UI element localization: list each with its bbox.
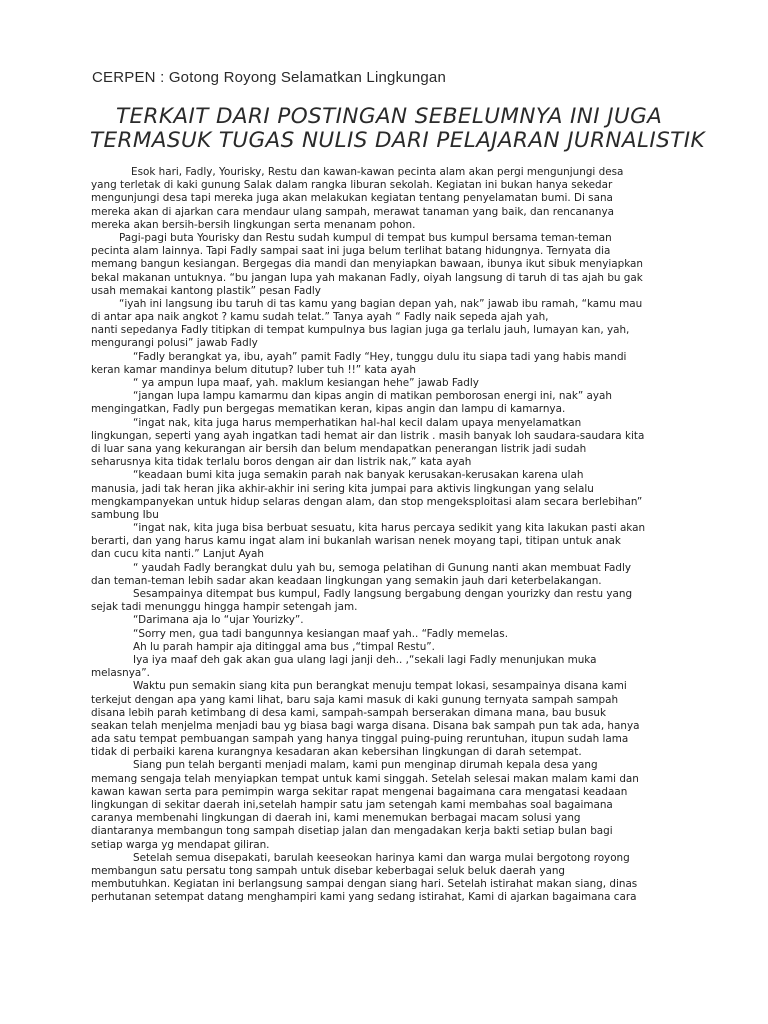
text-line: kawan kawan serta para pemimpin warga sekitar rapat mengenai bagaimana cara mengatasi keadaan — [91, 785, 628, 798]
text-line: memang sengaja telah menyiapkan tempat untuk kami singgah. Setelah selesai makan malam kami dan — [91, 772, 639, 785]
text-line: “ingat nak, kita juga bisa berbuat sesuatu, kita harus percaya sedikit yang kita lakukan pasti akan — [133, 522, 646, 535]
text-line: usah memakai kantong plastik” pesan Fadly — [91, 284, 321, 297]
text-line: mereka akan di ajarkan cara mendaur ulang sampah, merawat tanaman yang baik, dan rencananya — [91, 205, 614, 218]
text-line: lingkungan di sekitar daerah ini,setelah hampir satu jam setengah kami membahas soal bagaimana — [91, 799, 613, 811]
text-line: yang terletak di kaki gunung Salak dalam rangka liburan sekolah. Kegiatan ini bukan hanya sekedar — [91, 179, 613, 192]
text-line: “Darimana aja lo “ujar Yourizky”. — [133, 614, 304, 627]
text-line: bekal makanan untuknya. “bu jangan lupa yah makanan Fadly, oiyah langsung di taruh di tas ajah bu gak — [91, 271, 643, 284]
text-line: Setelah semua disepakati, barulah keeseokan harinya kami dan warga mulai bergotong royong — [133, 851, 630, 864]
text-line: lingkungan, seperti yang ayah ingatkan tadi hemat air dan listrik . masih banyak loh saudara-saudara kita — [91, 429, 645, 442]
text-line: “keadaan bumi kita juga semakin parah nak banyak kerusakan-kerusakan karena ulah — [133, 469, 584, 482]
text-line: berarti, dan yang harus kamu ingat alam ini bukanlah warisan nenek moyang tapi, titipan untuk anak — [91, 535, 621, 548]
heading-line: TERMASUK TUGAS NULIS DARI PELAJARAN JURNALISTIK — [90, 128, 705, 153]
text-line: sejak tadi menunggu hingga hampir setengah jam. — [91, 601, 358, 614]
story-heading — [90, 105, 730, 153]
text-line: pecinta alam lainnya. Tapi Fadly sampai saat ini juga belum terlihat batang hidungnya. Ternyata dia — [91, 245, 611, 258]
text-line: Waktu pun semakin siang kita pun berangkat menuju tempat lokasi, sesampainya disana kami — [133, 680, 627, 693]
text-line: mengkampanyekan untuk hidup selaras dengan alam, dan stop mengeksploitasi alam secara berlebihan” — [91, 495, 643, 508]
heading-line: TERKAIT DARI POSTINGAN SEBELUMNYA INI JUGA — [116, 104, 663, 129]
text-line: “Sorry men, gua tadi bangunnya kesiangan maaf yah.. “Fadly memelas. — [133, 627, 509, 640]
story-title: CERPEN : Gotong Royong Selamatkan Lingkungan — [92, 69, 447, 86]
text-line: keran kamar mandinya belum ditutup? luber tuh !!” kata ayah — [91, 363, 416, 376]
text-line: Esok hari, Fadly, Yourisky, Restu dan kawan-kawan pecinta alam akan pergi mengunjungi desa — [131, 166, 624, 178]
text-line: mengunjungi desa tapi mereka juga akan melakukan kegiatan tentang penyelamatan bumi. Di sana — [91, 192, 613, 205]
text-line: membangun satu persatu tong sampah untuk disebar keberbagai seluk beluk daerah yang — [91, 864, 566, 877]
text-line: memang bangun kesiangan. Bergegas dia mandi dan menyiapkan bawaan, ibunya ikut sibuk menyiapkan — [91, 258, 643, 271]
text-line: nanti sepedanya Fadly titipkan di tempat kumpulnya bus lagian juga ga terlalu jauh, lumayan kan, yah, — [91, 324, 630, 337]
text-line: seharusnya kita tidak terlalu boros dengan air dan listrik nak,” kata ayah — [91, 456, 472, 469]
text-line: Ah lu parah hampir aja ditinggal ama bus ,“timpal Restu”. — [133, 640, 435, 653]
text-line: seakan telah menjelma menjadi bau yg biasa bagi warga disana. Disana bak sampah pun tak ada, hanya — [91, 719, 640, 732]
text-line: mengingatkan, Fadly pun bergegas mematikan keran, kipas angin dan lampu di kamarnya. — [91, 403, 566, 416]
text-line: “jangan lupa lampu kamarmu dan kipas angin di matikan pemborosan energi ini, nak” ayah — [133, 390, 613, 403]
text-line: caranya membenahi lingkungan di daerah ini, kami menemukan berbagai macam solusi yang — [91, 812, 581, 825]
text-line: mereka akan bersih-bersih lingkungan serta menanam pohon. — [91, 218, 416, 231]
text-line: “ ya ampun lupa maaf, yah. maklum kesiangan hehe” jawab Fadly — [133, 377, 479, 389]
text-line: “ingat nak, kita juga harus memperhatikan hal-hal kecil dalam upaya menyelamatkan — [133, 416, 582, 429]
text-line: sambung Ibu — [91, 508, 159, 521]
text-line: Iya iya maaf deh gak akan gua ulang lagi janji deh.. ,“sekali lagi Fadly menunjukan muka — [133, 653, 597, 666]
text-line: mengurangi polusi” jawab Fadly — [91, 337, 258, 350]
text-line: setiap warga yg mendapat giliran. — [91, 838, 270, 851]
text-line: “Fadly berangkat ya, ibu, ayah” pamit Fadly “Hey, tunggu dulu itu siapa tadi yang habis mandi — [133, 350, 627, 363]
text-line: tidak di perbaiki karena kurangnya kesadaran akan kebersihan lingkungan di darah setempat. — [91, 746, 582, 759]
text-line: membutuhkan. Kegiatan ini berlangsung sampai dengan siang hari. Setelah istirahat makan siang, dinas — [91, 878, 638, 891]
story-body — [91, 166, 691, 905]
text-line: disana lebih parah ketimbang di desa kami, sampah-sampah berserakan dimana mana, bau busuk — [91, 706, 606, 719]
text-line: diantaranya membangun tong sampah disetiap jalan dan mengadakan kerja bakti setiap bulan bagi — [91, 825, 613, 838]
text-line: terkejut dengan apa yang kami lihat, baru saja kami masuk di kaki gunung ternyata sampah sampah — [91, 693, 619, 706]
text-line: manusia, jadi tak heran jika akhir-akhir ini sering kita jumpai para aktivis lingkungan yang selalu — [91, 482, 594, 495]
text-line: “iyah ini langsung ibu taruh di tas kamu yang bagian depan yah, nak” jawab ibu ramah, “kamu mau — [119, 297, 643, 310]
text-line: ada satu tempat pembuangan sampah yang hanya tinggal puing-puing reruntuhan, itupun sudah lama — [91, 733, 629, 746]
text-line: melasnya”. — [91, 667, 150, 680]
text-line: Sesampainya ditempat bus kumpul, Fadly langsung bergabung dengan yourizky dan restu yang — [133, 588, 633, 600]
text-line: “ yaudah Fadly berangkat dulu yah bu, semoga pelatihan di Gunung nanti akan membuat Fadly — [133, 561, 632, 574]
text-line: dan teman-teman lebih sadar akan keadaan lingkungan yang semakin jauh dari keterbelakangan. — [91, 574, 602, 587]
text-line: di antar apa naik angkot ? kamu sudah telat.” Tanya ayah “ Fadly naik sepeda ajah yah, — [91, 311, 549, 324]
text-line: perhutanan setempat datang menghampiri kami yang sedang istirahat, Kami di ajarkan bagaimana cara — [91, 891, 637, 904]
text-line: di luar sana yang kekurangan air bersih dan belum mendapatkan penerangan listrik jadi sudah — [91, 442, 587, 455]
text-line: Siang pun telah berganti menjadi malam, kami pun menginap dirumah kepala desa yang — [133, 759, 598, 772]
text-line: Pagi-pagi buta Yourisky dan Restu sudah kumpul di tempat bus kumpul bersama teman-teman — [119, 231, 612, 244]
text-line: dan cucu kita nanti.” Lanjut Ayah — [91, 548, 264, 561]
